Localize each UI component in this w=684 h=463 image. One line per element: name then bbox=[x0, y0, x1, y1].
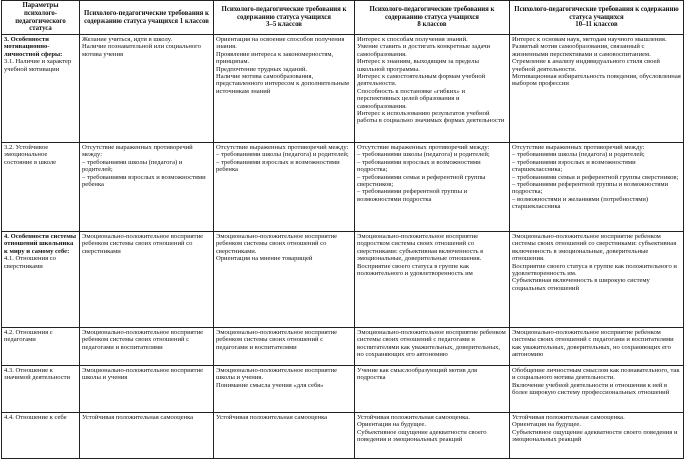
requirement-cell: Желание учиться, идти в школу. Наличие познавательной или социального мотива учения bbox=[80, 35, 214, 143]
requirement-cell: Эмоционально-положительное восприятие ребенком системы своих отношений с педагогами и воспитателями как уважительных, доверительных, но сохраняющих его автономию bbox=[510, 328, 684, 366]
requirement-cell: Эмоционально-положительное восприятие школы и учения bbox=[80, 366, 214, 413]
requirement-cell: Устойчивая положительная самооценка. Ориентация на будущее. Субъективное ощущение адекватности своего поведения и эмоциональных реакций bbox=[355, 413, 510, 459]
header-grade-10-11: Психолого-педагогические требования к содержанию статуса учащихся 10–11 классов bbox=[510, 1, 684, 35]
table-row bbox=[2, 328, 684, 366]
parameter-label: 4.1. Отношения со сверстниками bbox=[4, 255, 56, 270]
requirement-cell: Эмоционально-положительное восприятие ребенком системы своих отношений со сверстниками: субъективная включенность в эмоциональные, доверительные отношения. Восприятие своего статуса в группе как положительного и удовлетворенность им. Субъективная включенность в широкую систему социальных отношений bbox=[510, 232, 684, 328]
requirement-cell: Интерес к основам наук, методам научного мышления. Развитый мотив самообразования, связанный с жизненными перспективами и самовоспитанием. Стремление к анализу индивидуального стиля своей учебной деятельности. Мотивационная избирательность поведения, обусловленная выбором профессии bbox=[510, 35, 684, 143]
status-requirements-table bbox=[1, 0, 684, 459]
requirement-cell: Устойчивая положительная самооценка bbox=[214, 413, 355, 459]
requirement-cell: Отсутствие выраженных противоречий между: – требованиями школы (педагога) и родителей; – требованиями взрослых и возможностями старшеклассника; – требованиями семьи и референтной группы сверстников; – требованиями референтной группы и возможностями подростка; – возможностями и желаниями (потребностями) старшеклассника bbox=[510, 143, 684, 232]
table-row bbox=[2, 366, 684, 413]
parameter-cell bbox=[2, 366, 80, 413]
requirement-cell: Эмоционально-положительное восприятие ребенком системы своих отношений с педагогами и воспитателями bbox=[214, 328, 355, 366]
parameter-label: 4.2. Отношения с педагогами bbox=[4, 329, 53, 344]
table-row bbox=[2, 35, 684, 143]
header-grade-8: Психолого-педагогические требования к содержанию статуса учащихся 8 классов bbox=[355, 1, 510, 35]
requirement-cell: Интерес к способам получения знаний. Умение ставить и достигать конкретные задачи самообразования. Интерес к знаниям, выходящим за пределы школьной программы. Интерес к самостоятельным формам учебной деятельности. Способность к постановке «гибких» и перспективных целей образования и самообразования. Интерес к использованию результатов учебной работы в социально значимых формах деятельности bbox=[355, 35, 510, 143]
requirement-cell: Отсутствие выраженных противоречий между: – требованиями школы (педагога) и родителей; – требованиями взрослых и возможностями подростка; – требованиями семьи и референтной группы сверстников; – требованиями референтной группы и возможностями подростка bbox=[355, 143, 510, 232]
requirement-cell: Эмоционально-положительное восприятие ребенком системы своих отношений со сверстниками. Ориентация на мнение товарищей bbox=[214, 232, 355, 328]
header-parameters: Параметры психолого- педагогического статуса bbox=[2, 1, 80, 35]
table-row bbox=[2, 413, 684, 459]
section-title: 3. Особенности мотивационно-личностной сферы: bbox=[4, 36, 63, 58]
requirement-cell: Эмоционально-положительное восприятие ребенком системы своих отношений с педагогами и воспитателями как уважительных, доверительных, но сохраняющих его автономию bbox=[355, 328, 510, 366]
requirement-cell: Обобщение личностным смыслом как познавательного, так и социального мотива деятельности. Включение учебной деятельности и отношения к ней в более широкую систему профессиональных отношений bbox=[510, 366, 684, 413]
header-grade-3-5: Психолого-педагогические требования к содержанию статуса учащихся 3–5 классов bbox=[214, 1, 355, 35]
parameter-label: 3.1. Наличие и характер учебной мотивации bbox=[4, 58, 72, 73]
parameter-cell bbox=[2, 35, 80, 143]
parameter-cell bbox=[2, 232, 80, 328]
header-row bbox=[2, 1, 684, 35]
parameter-label: 3.2. Устойчивое эмоциональное состояние в школе bbox=[4, 144, 57, 166]
requirement-cell: Эмоционально-положительное восприятие школы и учения. Понимание смысла учения «для себя» bbox=[214, 366, 355, 413]
requirement-cell: Отсутствие выраженных противоречий между: – требованиями школы (педагога) и родителей; – требованиями взрослых и возможностями ребенка bbox=[214, 143, 355, 232]
requirement-cell: Ориентация на освоение способов получения знания. Проявление интереса к закономерностям, принципам. Предпочтение трудных заданий. Наличие мотива самообразования, представленного интересом к дополнительным источникам знаний bbox=[214, 35, 355, 143]
parameter-cell bbox=[2, 328, 80, 366]
parameter-cell bbox=[2, 143, 80, 232]
parameter-label: 4.4. Отношение к себе bbox=[4, 414, 67, 421]
table-row bbox=[2, 143, 684, 232]
parameter-cell bbox=[2, 413, 80, 459]
requirement-cell: Устойчивая положительная самооценка. Ориентация на будущее. Субъективное ощущение адекватности своего поведения и эмоциональных реакций bbox=[510, 413, 684, 459]
requirement-cell: Эмоционально-положительное восприятие подростком системы своих отношений со сверстниками: субъективная включенность в эмоциональные, доверительные отношения. Восприятие своего статуса в группе как положительного и удовлетворенность им bbox=[355, 232, 510, 328]
requirement-cell: Отсутствие выраженных противоречий между: – требованиями школы (педагога) и родителей; – требованиями взрослых и возможностями ребенка bbox=[80, 143, 214, 232]
requirement-cell: Эмоционально-положительное восприятие ребенком системы своих отношений с педагогами и воспитателями bbox=[80, 328, 214, 366]
requirement-cell: Эмоционально-положительное восприятие ребенком системы своих отношений со сверстниками bbox=[80, 232, 214, 328]
table-row bbox=[2, 232, 684, 328]
parameter-label: 4.3. Отношение к значимой деятельности bbox=[4, 367, 71, 382]
requirement-cell: Учение как смыслообразующий мотив для подростка bbox=[355, 366, 510, 413]
header-grade-1: Психолого-педагогические требования к содержанию статуса учащихся 1 классов bbox=[80, 1, 214, 35]
requirement-cell: Устойчивая положительная самооценка bbox=[80, 413, 214, 459]
section-title: 4. Особенности системы отношений школьника к миру и самому себе: bbox=[4, 233, 77, 255]
